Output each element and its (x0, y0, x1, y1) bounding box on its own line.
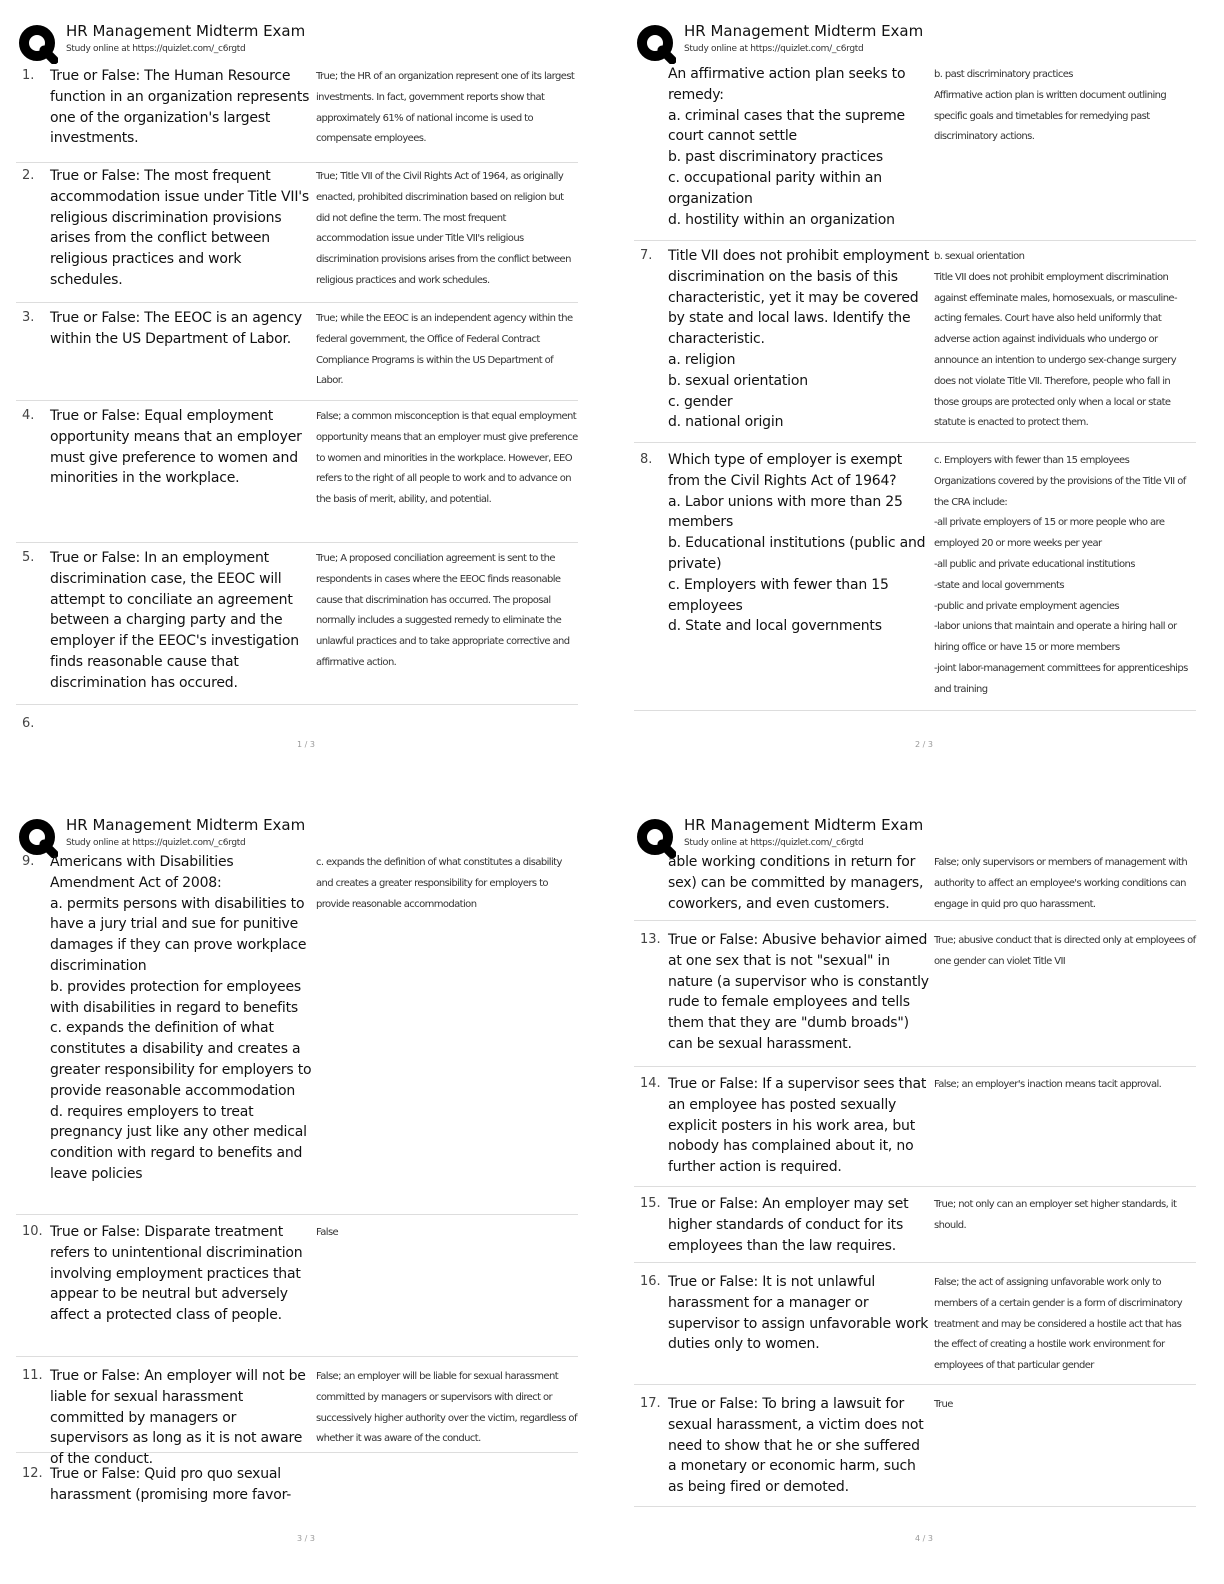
card-number: 8. (640, 452, 653, 467)
card-definition: False; an employer's inaction means tacit approval. (934, 1079, 1162, 1090)
card-number: 13. (640, 932, 661, 947)
flashcard-row (16, 1222, 578, 1357)
page-title: HR Management Midterm Exam (684, 22, 924, 40)
flashcard-row (634, 852, 1196, 921)
page-2 (634, 16, 1214, 786)
card-definition: False; a common misconception is that equal employment opportunity means that an employer must give preference to women and minorities in the workplace. However, EEO refers to the right of all people to work and to advance on the basis of merit, ability, and potential. (316, 411, 578, 506)
card-term: Title VII does not prohibit employment discrimination on the basis of this characteristic, yet it may be covered by state and local laws. Identify the characteristic. a. religion b. sexual orientation c. gender d. national origin (668, 248, 930, 431)
page-number: 4 / 3 (915, 1534, 933, 1543)
card-term: Americans with Disabilities Amendment Act of 2008: a. permits persons with disabilities to have a jury trial and sue for punitive damages if they can prove workplace discrimination b. provides protection for employees with disabilities in regard to benefits c. expands the definition of what constitutes a disability and creates a greater responsibility for employers to provide reasonable accommodation d. requires employers to treat pregnancy just like any other medical condition with regard to benefits and leave policies (50, 854, 312, 1182)
card-number: 3. (22, 310, 35, 325)
card-number: 15. (640, 1196, 661, 1211)
card-term: True or False: The most frequent accommodation issue under Title VII's religious discrimination provisions arises from the conflict between religious practices and work schedules. (50, 168, 310, 288)
card-definition: True; Title VII of the Civil Rights Act of 1964, as originally enacted, prohibited discrimination based on religion but did not define the term. The most frequent accommodation issue under Title VII's religious discrimination provisions arises from the conflict between religious practices and work schedules. (316, 171, 571, 286)
card-number: 1. (22, 68, 35, 83)
card-term: True or False: If a supervisor sees that an employee has posted sexually explicit posters in his work area, but nobody has complained about it, no further action is required. (668, 1076, 927, 1176)
study-link[interactable]: Study online at https://quizlet.com/_c6rgtd (684, 838, 864, 848)
card-definition: True; not only can an employer set higher standards, it should. (934, 1199, 1177, 1231)
card-term: True or False: In an employment discrimination case, the EEOC will attempt to conciliate an agreement between a charging party and the employer if the EEOC's investigation finds reasonable cause that discrimination has occured. (50, 550, 299, 691)
card-term: able working conditions in return for sex) can be committed by managers, coworkers, and even customers. (668, 854, 924, 912)
quizlet-logo-icon (636, 24, 676, 64)
flashcard-row (634, 1074, 1196, 1187)
card-number: 11. (22, 1368, 43, 1383)
flashcard-row (634, 930, 1196, 1067)
page-4 (634, 810, 1214, 1580)
card-definition: True; while the EEOC is an independent agency within the federal government, the Office of Federal Contract Compliance Programs is within the US Department of Labor. (316, 313, 573, 387)
card-number: 7. (640, 248, 653, 263)
study-link[interactable]: Study online at https://quizlet.com/_c6rgtd (66, 838, 246, 848)
card-number: 12. (22, 1466, 43, 1481)
flashcard-row (16, 1366, 578, 1468)
study-link[interactable]: Study online at https://quizlet.com/_c6rgtd (66, 44, 246, 54)
card-number: 9. (22, 854, 35, 869)
flashcard-row (634, 64, 1196, 241)
flashcard-row (634, 1394, 1196, 1507)
quizlet-logo-icon (18, 24, 58, 64)
page-3 (16, 810, 596, 1580)
card-term: True or False: Disparate treatment refers to unintentional discrimination involving employment practices that appear to be neutral but adversely affect a protected class of people. (50, 1224, 303, 1324)
flashcard-row (634, 246, 1196, 443)
card-number: 6. (22, 716, 35, 731)
card-definition: True; A proposed conciliation agreement is sent to the respondents in cases where the EEOC finds reasonable cause that discrimination has occurred. The proposal normally includes a suggested remedy to eliminate the unlawful practices and to take appropriate corrective and affirmative action. (316, 553, 570, 668)
flashcard-row (16, 406, 578, 543)
card-term: True or False: The EEOC is an agency within the US Department of Labor. (50, 310, 302, 347)
flashcard-row (16, 852, 578, 1215)
card-term: True or False: An employer may set higher standards of conduct for its employees than the law requires. (668, 1196, 909, 1254)
page-title: HR Management Midterm Exam (66, 22, 306, 40)
card-term: True or False: Quid pro quo sexual harassment (promising more favor- (50, 1466, 292, 1503)
card-term: True or False: Abusive behavior aimed at one sex that is not "sexual" in nature (a supervisor who is constantly rude to female employees and tells them that they are "dumb broads") can be sexual harassment. (668, 932, 929, 1052)
card-definition: True; abusive conduct that is directed only at employees of one gender can violet Title VII (934, 935, 1196, 967)
card-definition: True (934, 1399, 953, 1410)
card-term: True or False: To bring a lawsuit for sexual harassment, a victim does not need to show that he or she suffered a monetary or economic harm, such as being fired or demoted. (668, 1396, 924, 1496)
card-term: An affirmative action plan seeks to remedy: a. criminal cases that the supreme court cannot settle b. past discriminatory practices c. occupational parity within an organization d. hostility within an organization (668, 66, 906, 228)
page-number: 3 / 3 (297, 1534, 315, 1543)
card-definition: b. sexual orientation Title VII does not prohibit employment discrimination against effeminate males, homosexuals, or masculine-acting females. Court have also held uniformly that adverse action against individuals who undergo or announce an intention to undergo sex-change surgery does not violate Title VII. Therefore, people who fall in those groups are protected only when a local or state statute is enacted to protect them. (934, 251, 1177, 429)
flashcard-row (634, 1272, 1196, 1385)
card-definition: False; an employer will be liable for sexual harassment committed by managers or supervisors with direct or successively higher authority over the victim, regardless of whether it was aware of the conduct. (316, 1371, 577, 1445)
card-term: True or False: An employer will not be liable for sexual harassment committed by managers or supervisors as long as it is not aware of the conduct. (50, 1368, 306, 1468)
card-definition: False (316, 1227, 339, 1238)
card-number: 14. (640, 1076, 661, 1091)
card-definition: True; the HR of an organization represent one of its largest investments. In fact, government reports show that approximately 61% of national income is used to compensate employees. (316, 71, 575, 145)
card-number: 4. (22, 408, 35, 423)
flashcard-row (634, 1194, 1196, 1263)
page-title: HR Management Midterm Exam (66, 816, 306, 834)
card-number: 17. (640, 1396, 661, 1411)
card-term: True or False: Equal employment opportunity means that an employer must give preference to women and minorities in the workplace. (50, 408, 302, 487)
page-number: 1 / 3 (297, 740, 315, 749)
card-number: 16. (640, 1274, 661, 1289)
card-number: 5. (22, 550, 35, 565)
card-term: True or False: The Human Resource function in an organization represents one of the organization's largest investments. (50, 68, 310, 147)
card-definition: False; only supervisors or members of management with authority to affect an employee's working conditions can engage in quid pro quo harassment. (934, 857, 1188, 910)
flashcard-row (16, 308, 578, 401)
card-definition: c. Employers with fewer than 15 employees Organizations covered by the provisions of the Title VII of the CRA include: -all private employers of 15 or more people who are employed 20 or more weeks per year -all public and private educational institutions -state and local governments -public and private employment agencies -labor unions that maintain and operate a hiring hall or hiring office or have 15 or more members -joint labor-management committees for apprenticeships and training (934, 455, 1188, 695)
card-term: True or False: It is not unlawful harassment for a manager or supervisor to assign unfavorable work duties only to women. (668, 1274, 929, 1353)
card-number: 2. (22, 168, 35, 183)
flashcard-row (16, 548, 578, 705)
page-title: HR Management Midterm Exam (684, 816, 924, 834)
page-header (634, 16, 1214, 66)
page-1 (16, 16, 596, 786)
card-definition: False; the act of assigning unfavorable work only to members of a certain gender is a form of discriminatory treatment and may be considered a hostile act that has the effect of creating a hostile work environment for employees of that particular gender (934, 1277, 1183, 1372)
flashcard-row (16, 1464, 578, 1508)
card-term: Which type of employer is exempt from the Civil Rights Act of 1964? a. Labor unions with more than 25 members b. Educational institutions (public and private) c. Employers with fewer than 15 employees d. State and local governments (668, 452, 926, 635)
card-number: 10. (22, 1224, 43, 1239)
page-number: 2 / 3 (915, 740, 933, 749)
page-header (16, 16, 596, 66)
card-definition: b. past discriminatory practices Affirmative action plan is written document outlining specific goals and timetables for remedying past discriminatory actions. (934, 69, 1167, 143)
flashcard-row (16, 166, 578, 303)
card-definition: c. expands the definition of what constitutes a disability and creates a greater responsibility for employers to provide reasonable accommodation (316, 857, 562, 910)
flashcard-row (634, 450, 1196, 711)
flashcard-row (16, 66, 578, 163)
study-link[interactable]: Study online at https://quizlet.com/_c6rgtd (684, 44, 864, 54)
